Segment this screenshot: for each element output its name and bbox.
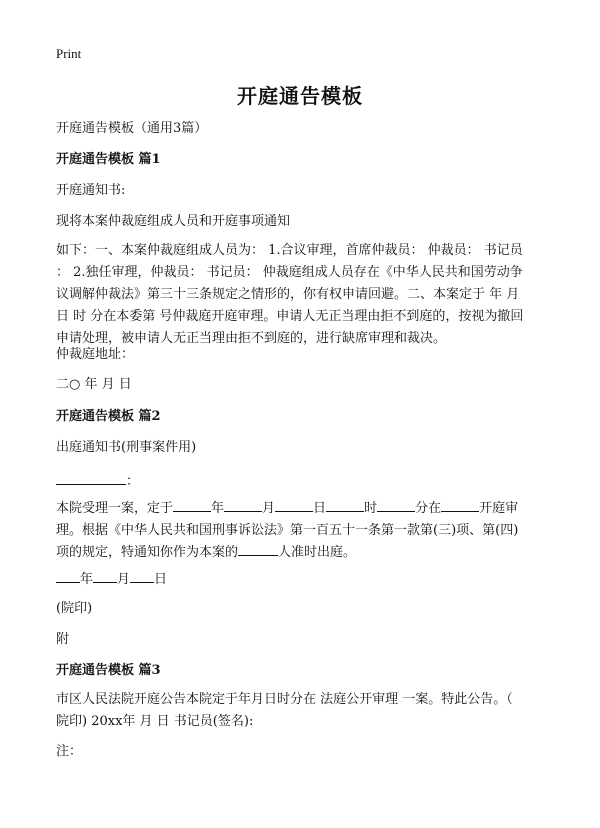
summons-paragraph [56, 498, 546, 564]
paragraph-row: ： 2.独任审理，仲裁员： 书记员： 仲裁庭组成人员存在《中华人民共和国劳动争 [56, 265, 523, 280]
day-blank [130, 570, 154, 583]
court-notice-title: 出庭通知书(刑事案件用) [56, 440, 197, 455]
signature-date-line [56, 570, 167, 588]
section-heading-2: 开庭通告模板 篇2 [56, 409, 161, 424]
recipient-blank [56, 472, 126, 485]
paragraph-row: 申请处理，被申请人无正当理由拒不到庭的，进行缺席审理和裁决。 [56, 331, 447, 346]
text-row3-start: 项的规定，特通知你作为本案的 [56, 545, 239, 560]
day-blank [275, 499, 313, 512]
notice-title: 开庭通知书: [56, 183, 126, 198]
hour-blank [326, 499, 364, 512]
month-blank [93, 570, 117, 583]
paragraph-row [56, 498, 546, 520]
text-start: 本院受理一案，定于 [56, 501, 174, 516]
document-subtitle: 开庭通告模板（通用3篇） [56, 121, 208, 136]
year-blank [173, 499, 211, 512]
attachment-label: 附 [56, 632, 70, 647]
day-text: 日 [313, 501, 327, 516]
court-blank [441, 499, 479, 512]
arbitration-paragraph [56, 240, 546, 350]
court-seal-label: (院印) [56, 601, 93, 616]
section-heading-1: 开庭通告模板 篇1 [56, 152, 161, 167]
print-label: Print [56, 46, 82, 61]
hour-text: 时 [364, 501, 378, 516]
text-row3-end: 人准时出庭。 [278, 545, 357, 560]
notice-intro: 现将本案仲裁庭组成人员和开庭事项通知 [56, 214, 291, 229]
paragraph-row: 院印) 20xx年 月 日 书记员(签名): [56, 714, 254, 729]
document-title: 开庭通告模板 [237, 84, 363, 108]
recipient-line [56, 472, 139, 490]
year-text: 年 [80, 572, 94, 587]
day-text: 日 [154, 572, 168, 587]
paragraph-row: 议调解仲裁法》第三十三条规定之情形的，你有权申请回避。二、本案定于 年 月 [56, 287, 520, 302]
recipient-colon: ： [126, 474, 140, 489]
tribunal-address-label: 仲裁庭地址： [56, 347, 135, 362]
section-heading-3: 开庭通告模板 篇3 [56, 663, 161, 678]
year-text: 年 [211, 501, 225, 516]
paragraph-row: 市区人民法院开庭公告本院定于年月日时分在 法庭公开审理 一案。特此公告。（ [56, 692, 513, 707]
paragraph-row: 日 时 分在本委第 号仲裁庭开庭审理。申请人无正当理由拒不到庭的，按视为撤回 [56, 309, 524, 324]
month-blank [224, 499, 262, 512]
court-suffix: 开庭审 [479, 501, 519, 516]
note-label: 注： [56, 744, 83, 759]
paragraph-row [56, 542, 546, 564]
minute-blank [377, 499, 415, 512]
paragraph-row: 理。根据《中华人民共和国刑事诉讼法》第一百五十一条第一款第(三)项、第(四) [56, 523, 519, 538]
month-text: 月 [117, 572, 131, 587]
month-text: 月 [262, 501, 276, 516]
paragraph-row: 如下：一、本案仲裁庭组成人员为： 1.合议审理，首席仲裁员： 仲裁员： 书记员 [56, 243, 523, 258]
public-notice-paragraph [56, 689, 546, 733]
role-blank [238, 543, 278, 556]
minute-text: 分在 [415, 501, 442, 516]
year-blank [56, 570, 80, 583]
date-line: 二○ 年 月 日 [56, 377, 132, 392]
